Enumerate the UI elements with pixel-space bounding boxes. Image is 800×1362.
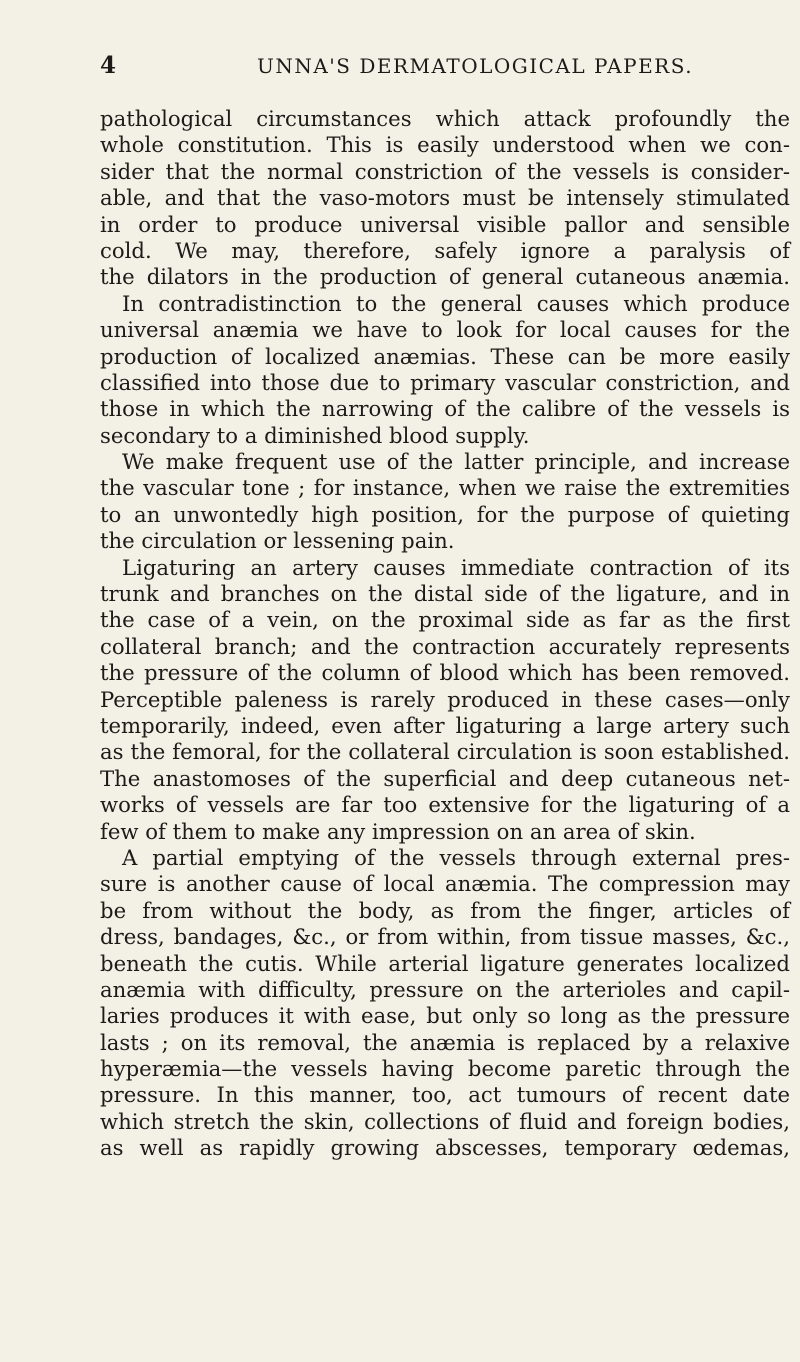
text-line: Ligaturing an artery causes immediate contraction of its bbox=[122, 554, 790, 580]
text-line: secondary to a diminished blood supply. bbox=[100, 422, 530, 448]
text-line: the pressure of the column of blood which has been removed. bbox=[100, 660, 790, 686]
text-line: cold. We may, therefore, safely ignore a paralysis of bbox=[100, 237, 790, 263]
text-line: sure is another cause of local anæmia. The compression may bbox=[100, 871, 790, 897]
text-line: be from without the body, as from the finger, articles of bbox=[100, 897, 790, 923]
text-line: We make frequent use of the latter principle, and increase bbox=[122, 449, 790, 475]
text-line: the circulation or lessening pain. bbox=[100, 528, 455, 554]
text-line: the case of a vein, on the proximal side as far as the first bbox=[100, 607, 790, 633]
text-line: works of vessels are far too extensive for the ligaturing of a bbox=[100, 792, 790, 818]
text-line: Perceptible paleness is rarely produced in these cases—only bbox=[100, 686, 790, 712]
text-line: the dilators in the production of general cutaneous anæmia. bbox=[100, 264, 790, 290]
text-line: whole constitution. This is easily understood when we con- bbox=[100, 132, 790, 158]
text-line: collateral branch; and the contraction accurately represents bbox=[100, 633, 790, 659]
text-line: The anastomoses of the superficial and deep cutaneous net- bbox=[100, 765, 790, 791]
text-line: universal anæmia we have to look for local causes for the bbox=[100, 317, 790, 343]
page-number: 4 bbox=[100, 52, 117, 79]
text-line: as well as rapidly growing abscesses, temporary œdemas, bbox=[100, 1135, 790, 1161]
text-line: lasts ; on its removal, the anæmia is replaced by a relaxive bbox=[100, 1029, 790, 1055]
text-line: In contradistinction to the general causes which produce bbox=[122, 290, 790, 316]
text-line: those in which the narrowing of the calibre of the vessels is bbox=[100, 396, 790, 422]
text-line: production of localized anæmias. These can be more easily bbox=[100, 343, 790, 369]
text-line: A partial emptying of the vessels through external pres- bbox=[122, 844, 790, 870]
text-line: beneath the cutis. While arterial ligature generates localized bbox=[100, 950, 790, 976]
text-line: few of them to make any impression on an area of skin. bbox=[100, 818, 696, 844]
text-line: as the femoral, for the collateral circulation is soon established. bbox=[100, 739, 790, 765]
text-line: anæmia with difficulty, pressure on the arterioles and capil- bbox=[100, 976, 790, 1002]
body-text bbox=[100, 106, 790, 1162]
text-line: to an unwontedly high position, for the purpose of quieting bbox=[100, 501, 790, 527]
text-line: temporarily, indeed, even after ligaturing a large artery such bbox=[100, 712, 790, 738]
text-line: classified into those due to primary vascular constriction, and bbox=[100, 369, 790, 395]
running-head bbox=[100, 52, 770, 82]
running-title: UNNA'S DERMATOLOGICAL PAPERS. bbox=[257, 54, 694, 78]
text-line: which stretch the skin, collections of fluid and foreign bodies, bbox=[100, 1108, 790, 1134]
text-line: sider that the normal constriction of the vessels is consider- bbox=[100, 158, 790, 184]
text-line: laries produces it with ease, but only so long as the pressure bbox=[100, 1003, 790, 1029]
text-line: hyperæmia—the vessels having become paretic through the bbox=[100, 1056, 790, 1082]
text-line: pathological circumstances which attack profoundly the bbox=[100, 106, 790, 131]
text-line: pressure. In this manner, too, act tumours of recent date bbox=[100, 1082, 790, 1108]
text-line: the vascular tone ; for instance, when we raise the extremities bbox=[100, 475, 790, 501]
text-line: trunk and branches on the distal side of the ligature, and in bbox=[100, 581, 790, 607]
text-line: in order to produce universal visible pallor and sensible bbox=[100, 211, 790, 237]
text-line: able, and that the vaso-motors must be intensely stimulated bbox=[100, 185, 790, 211]
text-line: dress, bandages, &c., or from within, from tissue masses, &c., bbox=[100, 924, 790, 950]
